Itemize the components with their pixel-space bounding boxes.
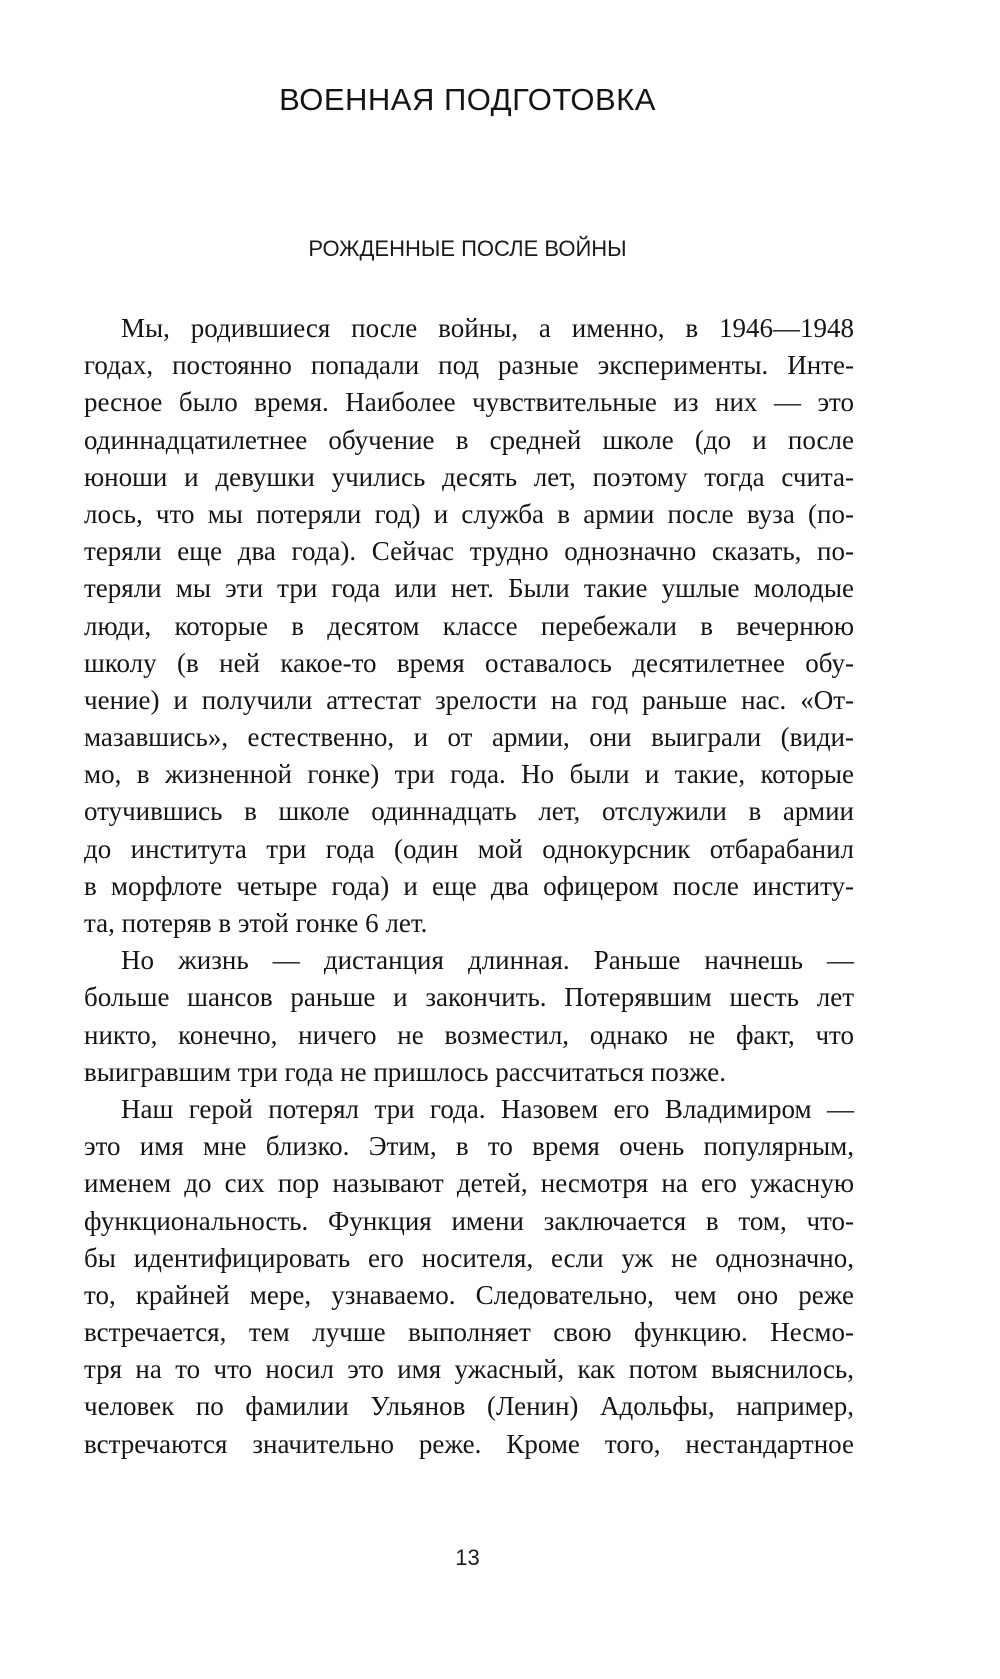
text-line: отучившись в школе одиннадцать лет, отслужили в армии [84, 796, 854, 827]
text-line: та, потеряв в этой гонке 6 лет. [84, 908, 428, 938]
text-line: функциональность. Функция имени заключается в том, что- [84, 1205, 854, 1236]
text-line: люди, которые в десятом классе перебежали в вечернюю [84, 610, 854, 641]
text-line: юноши и девушки учились десять лет, поэтому тогда счита- [84, 461, 854, 492]
text-line: Мы, родившиеся после войны, а именно, в 1946—1948 [121, 313, 854, 343]
text-line: встречаются значительно реже. Кроме того, нестандартное [84, 1428, 854, 1459]
text-line: теряли мы эти три года или нет. Были такие ушлые молодые [84, 573, 854, 604]
text-line: именем до сих пор называют детей, несмотря на его ужасную [84, 1168, 854, 1199]
chapter-title: ВОЕННАЯ ПОДГОТОВКА [279, 82, 656, 117]
page-number: 13 [455, 1545, 480, 1570]
text-line: мазавшись», естественно, и от армии, они выиграли (види- [84, 722, 854, 753]
text-line: одиннадцатилетнее обучение в средней школе (до и после [84, 424, 854, 455]
text-line: мо, в жизненной гонке) три года. Но были и такие, которые [84, 759, 854, 790]
text-line: никто, конечно, ничего не возместил, однако не факт, что [84, 1019, 854, 1050]
text-line: до института три года (один мой однокурсник отбарабанил [84, 833, 854, 864]
paragraph [84, 310, 854, 942]
text-line: лось, что мы потеряли год) и служба в армии после вуза (по- [84, 498, 854, 529]
text-line: теряли еще два года). Сейчас трудно однозначно сказать, по- [84, 536, 854, 567]
paragraph [84, 1091, 854, 1463]
text-line: больше шансов раньше и закончить. Потерявшим шесть лет [84, 982, 854, 1013]
section-title: РОЖДЕННЫЕ ПОСЛЕ ВОЙНЫ [308, 236, 627, 261]
paragraph [84, 942, 854, 1091]
text-line: бы идентифицировать его носителя, если уж не однозначно, [84, 1242, 854, 1273]
text-line: ресное было время. Наиболее чувствительные из них — это [84, 387, 854, 418]
text-line: Но жизнь — дистанция длинная. Раньше начнешь — [121, 945, 854, 976]
text-line: встречается, тем лучше выполняет свою функцию. Несмо- [84, 1317, 854, 1348]
text-line: то, крайней мере, узнаваемо. Следовательно, чем оно реже [84, 1279, 854, 1310]
text-line: это имя мне близко. Этим, в то время очень популярным, [84, 1131, 854, 1162]
text-line: годах, постоянно попадали под разные эксперименты. Инте- [84, 350, 854, 381]
text-line: человек по фамилии Ульянов (Ленин) Адольфы, например, [84, 1391, 854, 1422]
text-line: выигравшим три года не пришлось рассчитаться позже. [84, 1056, 726, 1087]
text-line: тря на то что носил это имя ужасный, как потом выяснилось, [84, 1354, 854, 1385]
text-line: Наш герой потерял три года. Назовем его Владимиром — [121, 1093, 854, 1124]
text-line: в морфлоте четыре года) и еще два офицером после институ- [84, 870, 854, 901]
text-line: чение) и получили аттестат зрелости на год раньше нас. «От- [84, 684, 854, 715]
text-line: школу (в ней какое-то время оставалось десятилетнее обу- [84, 647, 854, 678]
body-text [84, 310, 854, 1463]
